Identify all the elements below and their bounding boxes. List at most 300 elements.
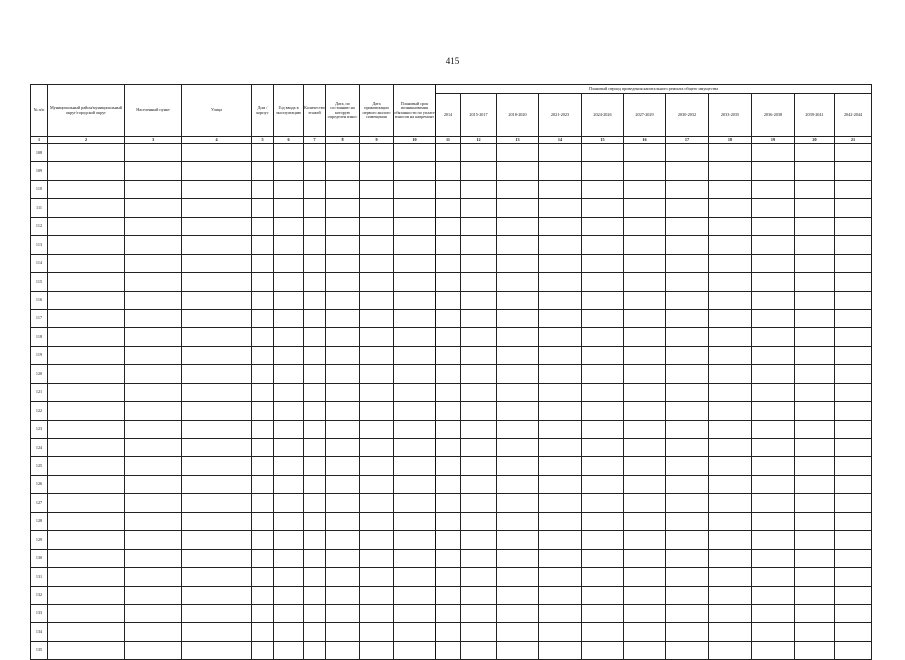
year-cell: [274, 162, 304, 180]
wear-date-cell: [326, 217, 360, 235]
period-cell: [461, 494, 497, 512]
period-cell: [795, 568, 835, 586]
year-cell: [274, 291, 304, 309]
municipality-cell: [48, 254, 125, 272]
period-cell: [624, 199, 666, 217]
period-cell: [582, 144, 624, 162]
period-cell: [835, 162, 872, 180]
period-cell: [497, 162, 539, 180]
period-cell: [666, 531, 709, 549]
period-cell: [539, 568, 582, 586]
column-index: 12: [461, 137, 497, 144]
period-cell: [539, 309, 582, 327]
street-cell: [182, 457, 252, 475]
column-index: 11: [436, 137, 461, 144]
street-cell: [182, 236, 252, 254]
period-cell: [497, 512, 539, 530]
settlement-cell: [125, 420, 182, 438]
period-cell: [539, 236, 582, 254]
year-cell: [274, 199, 304, 217]
period-cell: [666, 623, 709, 641]
street-cell: [182, 273, 252, 291]
period-cell: [461, 383, 497, 401]
period-cell: [436, 144, 461, 162]
period-cell: [436, 236, 461, 254]
wear-date-cell: [326, 457, 360, 475]
privatization-date-cell: [360, 217, 394, 235]
house-cell: [252, 365, 274, 383]
period-cell: [709, 512, 752, 530]
period-cell: [752, 531, 795, 549]
year-cell: [274, 402, 304, 420]
header-period: 2030-2032: [666, 94, 709, 137]
house-cell: [252, 475, 274, 493]
capital-repair-table: [30, 84, 872, 660]
period-cell: [835, 402, 872, 420]
period-cell: [835, 457, 872, 475]
period-cell: [497, 291, 539, 309]
privatization-date-cell: [360, 457, 394, 475]
planned-start-cell: [394, 623, 436, 641]
settlement-cell: [125, 586, 182, 604]
period-cell: [582, 641, 624, 659]
period-cell: [835, 291, 872, 309]
period-cell: [461, 217, 497, 235]
street-cell: [182, 180, 252, 198]
planned-start-cell: [394, 217, 436, 235]
period-cell: [582, 162, 624, 180]
period-cell: [666, 291, 709, 309]
period-cell: [461, 236, 497, 254]
period-cell: [795, 457, 835, 475]
municipality-cell: [48, 199, 125, 217]
row-number: 117: [31, 309, 48, 327]
wear-date-cell: [326, 586, 360, 604]
period-cell: [539, 365, 582, 383]
floors-cell: [304, 512, 326, 530]
period-cell: [624, 586, 666, 604]
row-number: 116: [31, 291, 48, 309]
table-row: [31, 604, 872, 622]
municipality-cell: [48, 180, 125, 198]
street-cell: [182, 402, 252, 420]
floors-cell: [304, 586, 326, 604]
house-cell: [252, 586, 274, 604]
header-year-built: Год ввода в эксплуатацию: [274, 85, 304, 137]
planned-start-cell: [394, 383, 436, 401]
period-cell: [709, 309, 752, 327]
period-cell: [539, 217, 582, 235]
period-cell: [497, 328, 539, 346]
planned-start-cell: [394, 475, 436, 493]
period-cell: [752, 512, 795, 530]
year-cell: [274, 346, 304, 364]
period-cell: [436, 420, 461, 438]
privatization-date-cell: [360, 236, 394, 254]
period-cell: [624, 309, 666, 327]
floors-cell: [304, 475, 326, 493]
period-cell: [624, 641, 666, 659]
column-index: 7: [304, 137, 326, 144]
period-cell: [582, 604, 624, 622]
period-cell: [835, 328, 872, 346]
table-row: [31, 420, 872, 438]
period-cell: [582, 475, 624, 493]
settlement-cell: [125, 273, 182, 291]
house-cell: [252, 457, 274, 475]
period-cell: [752, 309, 795, 327]
period-cell: [461, 439, 497, 457]
column-index: 17: [666, 137, 709, 144]
period-cell: [582, 549, 624, 567]
table-row: [31, 641, 872, 659]
table-row: [31, 531, 872, 549]
floors-cell: [304, 531, 326, 549]
year-cell: [274, 604, 304, 622]
row-number: 128: [31, 512, 48, 530]
year-cell: [274, 273, 304, 291]
planned-start-cell: [394, 236, 436, 254]
wear-date-cell: [326, 568, 360, 586]
wear-date-cell: [326, 604, 360, 622]
period-cell: [539, 402, 582, 420]
house-cell: [252, 273, 274, 291]
floors-cell: [304, 217, 326, 235]
period-cell: [624, 328, 666, 346]
municipality-cell: [48, 346, 125, 364]
period-cell: [666, 402, 709, 420]
row-number: 126: [31, 475, 48, 493]
period-cell: [436, 457, 461, 475]
period-cell: [795, 475, 835, 493]
period-cell: [497, 439, 539, 457]
period-cell: [752, 475, 795, 493]
municipality-cell: [48, 309, 125, 327]
settlement-cell: [125, 236, 182, 254]
municipality-cell: [48, 531, 125, 549]
period-cell: [709, 623, 752, 641]
period-cell: [539, 641, 582, 659]
privatization-date-cell: [360, 604, 394, 622]
period-cell: [624, 254, 666, 272]
period-cell: [539, 494, 582, 512]
privatization-date-cell: [360, 439, 394, 457]
period-cell: [539, 420, 582, 438]
year-cell: [274, 475, 304, 493]
period-cell: [709, 291, 752, 309]
table-row: [31, 586, 872, 604]
period-cell: [624, 494, 666, 512]
period-cell: [436, 512, 461, 530]
wear-date-cell: [326, 180, 360, 198]
period-cell: [539, 623, 582, 641]
planned-start-cell: [394, 162, 436, 180]
header-period: 2021-2023: [539, 94, 582, 137]
period-cell: [436, 439, 461, 457]
period-cell: [624, 457, 666, 475]
period-cell: [582, 291, 624, 309]
row-number: 134: [31, 623, 48, 641]
period-cell: [795, 494, 835, 512]
year-cell: [274, 457, 304, 475]
street-cell: [182, 623, 252, 641]
table-row: [31, 365, 872, 383]
period-cell: [582, 531, 624, 549]
period-cell: [709, 328, 752, 346]
street-cell: [182, 365, 252, 383]
street-cell: [182, 512, 252, 530]
municipality-cell: [48, 162, 125, 180]
period-cell: [582, 236, 624, 254]
period-cell: [835, 180, 872, 198]
period-cell: [436, 549, 461, 567]
period-cell: [497, 586, 539, 604]
period-cell: [709, 568, 752, 586]
column-index: 15: [582, 137, 624, 144]
period-cell: [795, 236, 835, 254]
period-cell: [666, 199, 709, 217]
year-cell: [274, 531, 304, 549]
period-cell: [497, 494, 539, 512]
municipality-cell: [48, 328, 125, 346]
period-cell: [436, 254, 461, 272]
privatization-date-cell: [360, 180, 394, 198]
period-cell: [666, 586, 709, 604]
settlement-cell: [125, 549, 182, 567]
column-index: 19: [752, 137, 795, 144]
period-cell: [624, 162, 666, 180]
period-cell: [624, 512, 666, 530]
header-house: Дом / корпус: [252, 85, 274, 137]
row-number: 127: [31, 494, 48, 512]
planned-start-cell: [394, 549, 436, 567]
period-cell: [582, 512, 624, 530]
settlement-cell: [125, 346, 182, 364]
period-cell: [709, 494, 752, 512]
privatization-date-cell: [360, 586, 394, 604]
table-body: [31, 144, 872, 660]
privatization-date-cell: [360, 420, 394, 438]
house-cell: [252, 420, 274, 438]
settlement-cell: [125, 641, 182, 659]
year-cell: [274, 328, 304, 346]
period-cell: [752, 199, 795, 217]
wear-date-cell: [326, 531, 360, 549]
header-settlement: Населенный пункт: [125, 85, 182, 137]
planned-start-cell: [394, 494, 436, 512]
planned-start-cell: [394, 641, 436, 659]
period-cell: [436, 604, 461, 622]
year-cell: [274, 494, 304, 512]
wear-date-cell: [326, 346, 360, 364]
period-cell: [461, 475, 497, 493]
period-cell: [709, 604, 752, 622]
period-cell: [835, 549, 872, 567]
street-cell: [182, 144, 252, 162]
settlement-cell: [125, 365, 182, 383]
table-row: [31, 457, 872, 475]
period-cell: [436, 309, 461, 327]
year-cell: [274, 236, 304, 254]
period-cell: [436, 641, 461, 659]
floors-cell: [304, 346, 326, 364]
house-cell: [252, 309, 274, 327]
settlement-cell: [125, 439, 182, 457]
year-cell: [274, 420, 304, 438]
house-cell: [252, 162, 274, 180]
column-index: 14: [539, 137, 582, 144]
period-cell: [835, 254, 872, 272]
header-floors: Количество этажей: [304, 85, 326, 137]
period-cell: [752, 549, 795, 567]
year-cell: [274, 641, 304, 659]
column-index: 1: [31, 137, 48, 144]
period-cell: [835, 144, 872, 162]
row-number: 109: [31, 162, 48, 180]
period-cell: [666, 217, 709, 235]
municipality-cell: [48, 439, 125, 457]
municipality-cell: [48, 236, 125, 254]
period-cell: [582, 199, 624, 217]
municipality-cell: [48, 549, 125, 567]
house-cell: [252, 236, 274, 254]
municipality-cell: [48, 568, 125, 586]
period-cell: [461, 309, 497, 327]
period-cell: [752, 457, 795, 475]
row-number: 113: [31, 236, 48, 254]
privatization-date-cell: [360, 273, 394, 291]
privatization-date-cell: [360, 309, 394, 327]
house-cell: [252, 291, 274, 309]
wear-date-cell: [326, 365, 360, 383]
wear-date-cell: [326, 199, 360, 217]
period-cell: [752, 439, 795, 457]
planned-start-cell: [394, 568, 436, 586]
period-cell: [709, 346, 752, 364]
period-cell: [666, 144, 709, 162]
period-cell: [752, 291, 795, 309]
period-cell: [436, 162, 461, 180]
privatization-date-cell: [360, 531, 394, 549]
municipality-cell: [48, 623, 125, 641]
column-index: 8: [326, 137, 360, 144]
period-cell: [835, 420, 872, 438]
period-cell: [539, 549, 582, 567]
period-cell: [795, 402, 835, 420]
period-cell: [709, 144, 752, 162]
header-period: 2027-2029: [624, 94, 666, 137]
street-cell: [182, 549, 252, 567]
period-cell: [752, 494, 795, 512]
house-cell: [252, 439, 274, 457]
house-cell: [252, 402, 274, 420]
street-cell: [182, 586, 252, 604]
period-cell: [461, 328, 497, 346]
period-cell: [795, 420, 835, 438]
street-cell: [182, 531, 252, 549]
row-number: 129: [31, 531, 48, 549]
floors-cell: [304, 549, 326, 567]
period-cell: [752, 180, 795, 198]
period-cell: [497, 457, 539, 475]
table-row: [31, 623, 872, 641]
period-cell: [835, 623, 872, 641]
period-cell: [709, 420, 752, 438]
header-period: 2033-2035: [709, 94, 752, 137]
period-cell: [752, 383, 795, 401]
floors-cell: [304, 604, 326, 622]
period-cell: [497, 309, 539, 327]
period-cell: [497, 217, 539, 235]
planned-start-cell: [394, 309, 436, 327]
row-number: 133: [31, 604, 48, 622]
floors-cell: [304, 162, 326, 180]
settlement-cell: [125, 383, 182, 401]
period-cell: [795, 439, 835, 457]
period-cell: [624, 568, 666, 586]
period-cell: [436, 199, 461, 217]
period-cell: [624, 604, 666, 622]
period-cell: [497, 273, 539, 291]
header-no: № п/п: [31, 85, 48, 137]
year-cell: [274, 439, 304, 457]
municipality-cell: [48, 383, 125, 401]
period-cell: [709, 254, 752, 272]
floors-cell: [304, 291, 326, 309]
period-cell: [497, 604, 539, 622]
period-cell: [624, 402, 666, 420]
row-number: 132: [31, 586, 48, 604]
period-cell: [582, 328, 624, 346]
house-cell: [252, 346, 274, 364]
wear-date-cell: [326, 439, 360, 457]
planned-start-cell: [394, 346, 436, 364]
column-index: 10: [394, 137, 436, 144]
period-cell: [795, 180, 835, 198]
period-cell: [709, 531, 752, 549]
period-cell: [582, 494, 624, 512]
period-cell: [539, 439, 582, 457]
municipality-cell: [48, 144, 125, 162]
period-cell: [752, 328, 795, 346]
header-period: 2036-2038: [752, 94, 795, 137]
planned-start-cell: [394, 586, 436, 604]
period-cell: [461, 604, 497, 622]
column-index: 5: [252, 137, 274, 144]
period-cell: [539, 604, 582, 622]
table-row: [31, 236, 872, 254]
period-cell: [539, 328, 582, 346]
street-cell: [182, 475, 252, 493]
period-cell: [709, 365, 752, 383]
year-cell: [274, 254, 304, 272]
header-period: 2039-2041: [795, 94, 835, 137]
period-cell: [497, 144, 539, 162]
period-cell: [752, 217, 795, 235]
period-cell: [582, 365, 624, 383]
period-cell: [795, 365, 835, 383]
street-cell: [182, 291, 252, 309]
period-cell: [624, 291, 666, 309]
period-cell: [539, 180, 582, 198]
period-cell: [795, 217, 835, 235]
settlement-cell: [125, 199, 182, 217]
street-cell: [182, 217, 252, 235]
table-row: [31, 162, 872, 180]
planned-start-cell: [394, 199, 436, 217]
table-header: [31, 85, 872, 144]
period-cell: [795, 309, 835, 327]
